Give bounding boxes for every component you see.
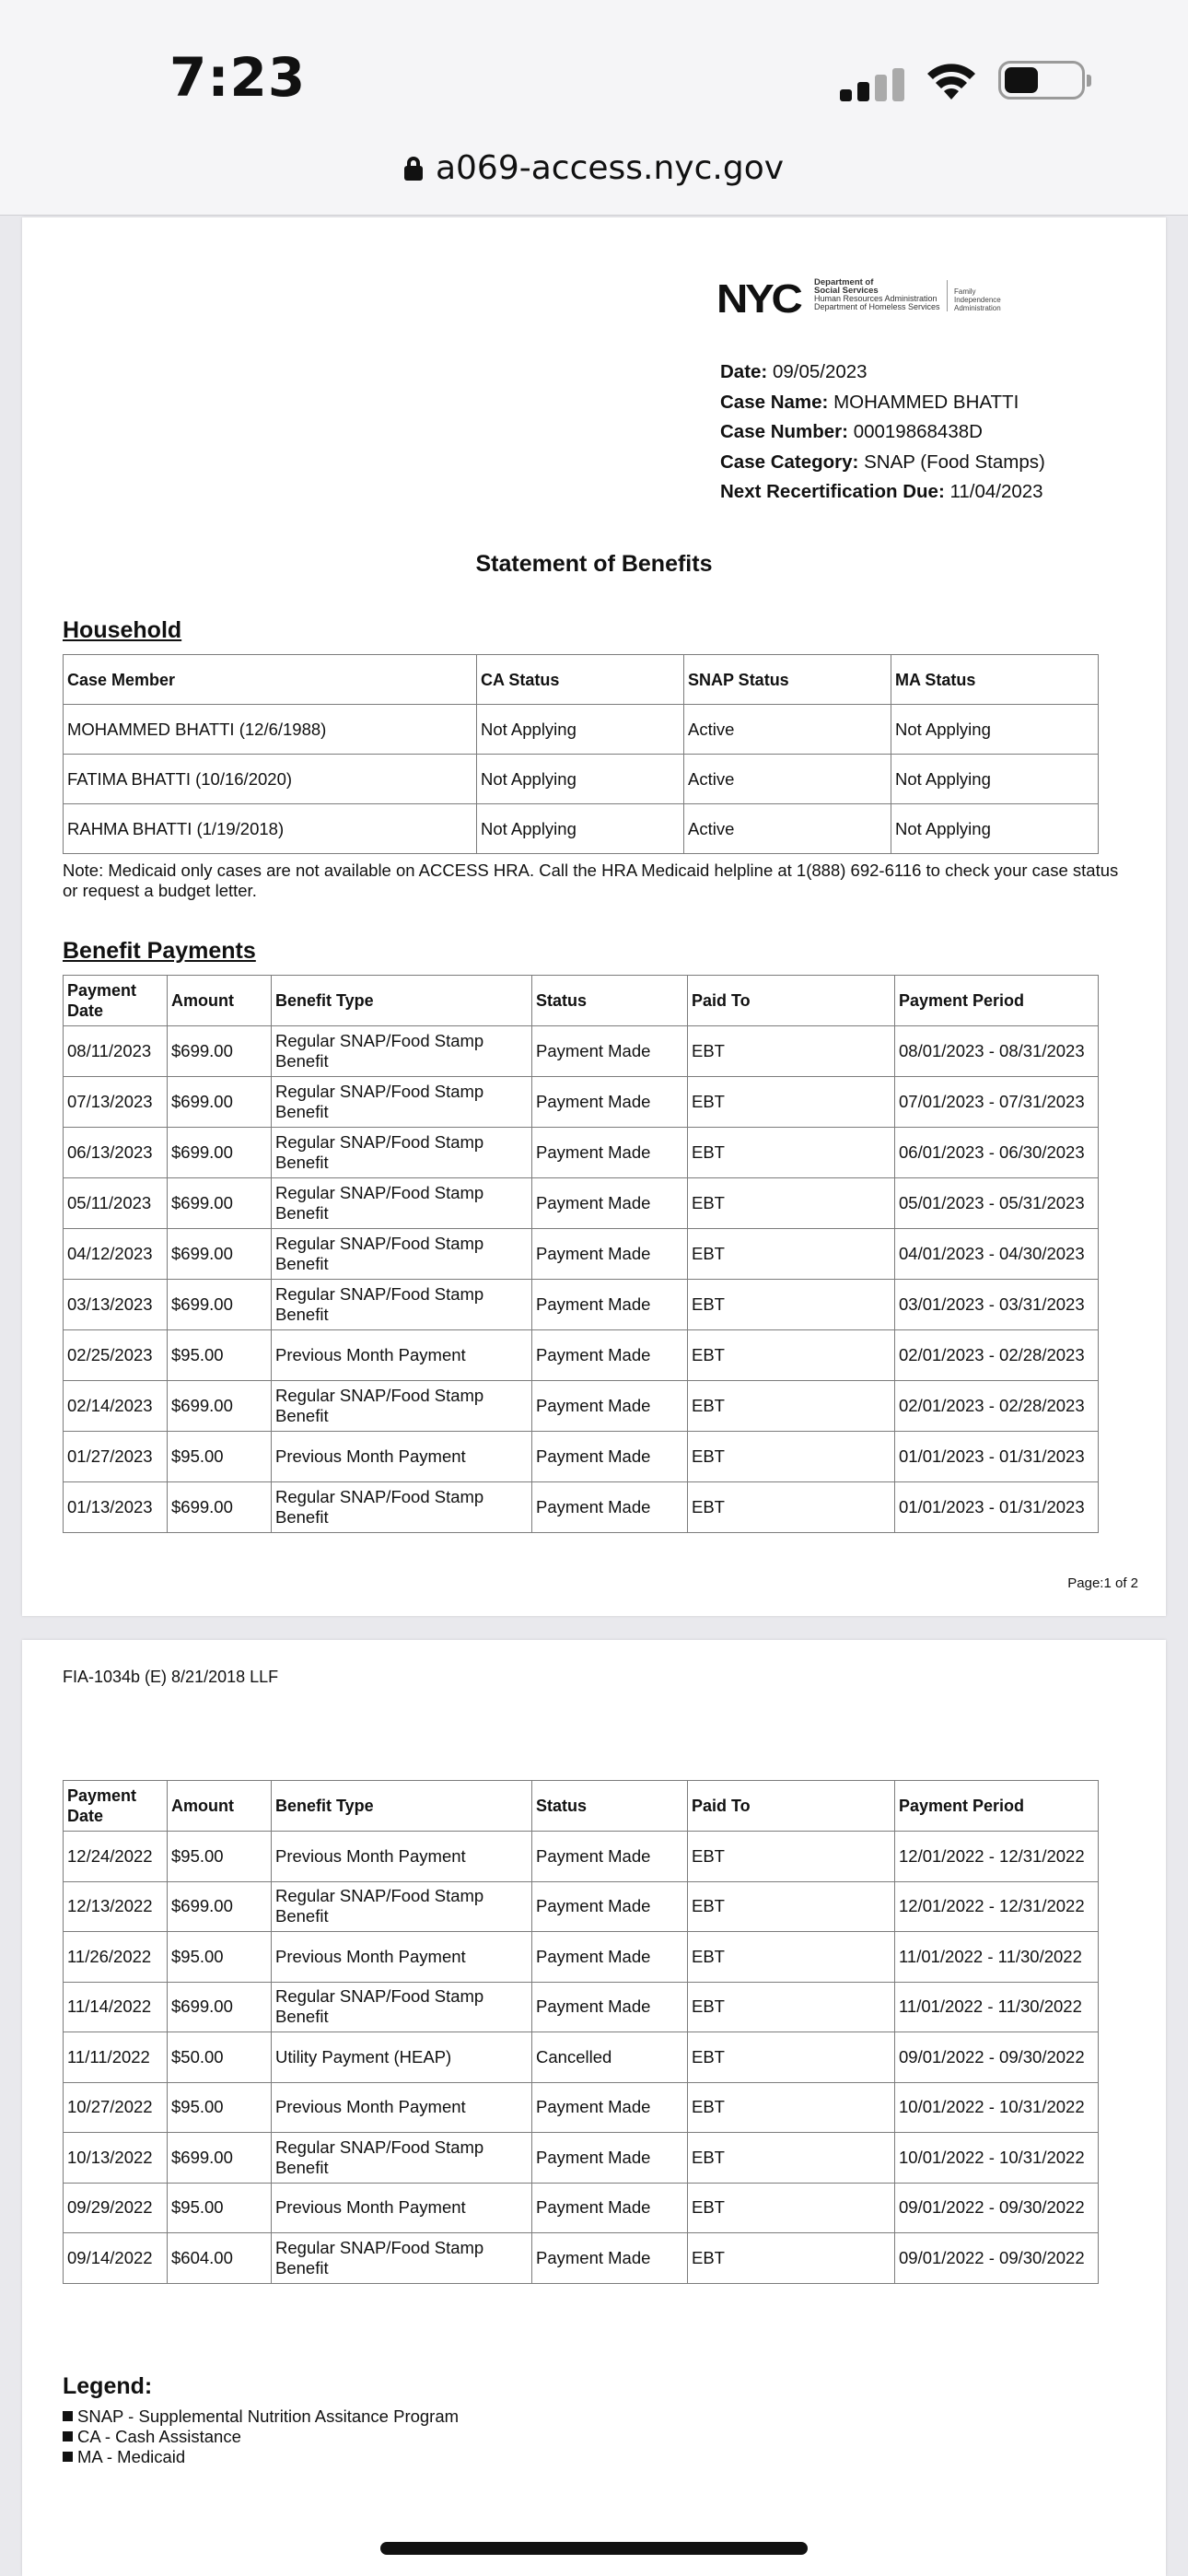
- table-row: [64, 1280, 1099, 1330]
- logo-fia-text: Family Independence Administration: [954, 287, 1001, 312]
- table-cell: EBT: [688, 1077, 895, 1128]
- table-cell: 01/27/2023: [64, 1432, 168, 1482]
- lock-icon: [404, 157, 423, 181]
- table-cell: Utility Payment (HEAP): [272, 2032, 532, 2083]
- table-row: [64, 1077, 1099, 1128]
- table-cell: $699.00: [168, 1881, 272, 1932]
- table-cell: EBT: [688, 1330, 895, 1381]
- table-cell: MOHAMMED BHATTI (12/6/1988): [64, 705, 477, 755]
- table-cell: 10/01/2022 - 10/31/2022: [895, 2082, 1099, 2133]
- table-cell: $95.00: [168, 1330, 272, 1381]
- nyc-wordmark: NYC: [716, 276, 800, 322]
- table-cell: 12/13/2022: [64, 1881, 168, 1932]
- table-cell: 12/24/2022: [64, 1832, 168, 1882]
- table-row: [64, 755, 1099, 804]
- table-cell: Regular SNAP/Food Stamp Benefit: [272, 1482, 532, 1533]
- table-cell: Payment Made: [532, 1077, 688, 1128]
- table-cell: EBT: [688, 1432, 895, 1482]
- page-number: Page:1 of 2: [1067, 1575, 1138, 1591]
- table-cell: Active: [684, 755, 891, 804]
- table-cell: $699.00: [168, 2133, 272, 2184]
- table-cell: EBT: [688, 2183, 895, 2233]
- table-cell: 07/13/2023: [64, 1077, 168, 1128]
- table-row: [64, 2082, 1099, 2133]
- table-cell: Not Applying: [891, 705, 1099, 755]
- table-row: [64, 1482, 1099, 1533]
- column-header: Case Member: [64, 655, 477, 705]
- table-cell: Payment Made: [532, 1330, 688, 1381]
- table-cell: Payment Made: [532, 1881, 688, 1932]
- table-cell: 10/01/2022 - 10/31/2022: [895, 2133, 1099, 2184]
- column-header: Benefit Type: [272, 976, 532, 1026]
- table-row: [64, 1881, 1099, 1932]
- table-row: [64, 2183, 1099, 2233]
- wifi-icon: [925, 59, 978, 101]
- status-time: 7:23: [169, 46, 307, 109]
- column-header: Status: [532, 976, 688, 1026]
- case-date: Date: 09/05/2023: [720, 361, 868, 382]
- table-cell: 12/01/2022 - 12/31/2022: [895, 1832, 1099, 1882]
- cellular-signal-icon: [840, 68, 906, 101]
- table-cell: Previous Month Payment: [272, 2082, 532, 2133]
- table-cell: $699.00: [168, 1178, 272, 1229]
- table-cell: Regular SNAP/Food Stamp Benefit: [272, 1178, 532, 1229]
- table-cell: 11/01/2022 - 11/30/2022: [895, 1932, 1099, 1983]
- table-cell: $699.00: [168, 1280, 272, 1330]
- table-cell: Regular SNAP/Food Stamp Benefit: [272, 1982, 532, 2032]
- browser-chrome: [0, 0, 1188, 216]
- table-cell: Previous Month Payment: [272, 1330, 532, 1381]
- table-cell: 11/14/2022: [64, 1982, 168, 2032]
- table-cell: $50.00: [168, 2032, 272, 2083]
- table-cell: Payment Made: [532, 1280, 688, 1330]
- table-row: [64, 1128, 1099, 1178]
- table-cell: EBT: [688, 2233, 895, 2284]
- table-cell: Not Applying: [477, 705, 684, 755]
- column-header: Benefit Type: [272, 1781, 532, 1832]
- table-cell: Payment Made: [532, 1832, 688, 1882]
- table-cell: Payment Made: [532, 2233, 688, 2284]
- table-cell: EBT: [688, 1381, 895, 1432]
- table-cell: Payment Made: [532, 1932, 688, 1983]
- table-cell: Regular SNAP/Food Stamp Benefit: [272, 1026, 532, 1077]
- table-cell: $95.00: [168, 2082, 272, 2133]
- table-cell: Not Applying: [891, 804, 1099, 854]
- table-row: [64, 1330, 1099, 1381]
- column-header: SNAP Status: [684, 655, 891, 705]
- table-cell: $95.00: [168, 2183, 272, 2233]
- address-bar[interactable]: [0, 149, 1188, 187]
- table-cell: Payment Made: [532, 2183, 688, 2233]
- table-cell: $699.00: [168, 1128, 272, 1178]
- nyc-dss-logo: [716, 275, 1020, 322]
- recertification-due: Next Recertification Due: 11/04/2023: [720, 481, 1043, 502]
- table-row: [64, 705, 1099, 755]
- table-cell: 11/26/2022: [64, 1932, 168, 1983]
- table-cell: 05/01/2023 - 05/31/2023: [895, 1178, 1099, 1229]
- table-row: [64, 1381, 1099, 1432]
- benefit-payments-heading: Benefit Payments: [63, 938, 256, 964]
- table-cell: 10/27/2022: [64, 2082, 168, 2133]
- table-cell: Previous Month Payment: [272, 1832, 532, 1882]
- column-header: Paid To: [688, 1781, 895, 1832]
- document-page-1: [22, 217, 1166, 1616]
- case-category: Case Category: SNAP (Food Stamps): [720, 451, 1045, 473]
- table-cell: Regular SNAP/Food Stamp Benefit: [272, 1881, 532, 1932]
- table-cell: 02/01/2023 - 02/28/2023: [895, 1330, 1099, 1381]
- legend-item: CA - Cash Assistance: [63, 2427, 459, 2447]
- table-cell: Regular SNAP/Food Stamp Benefit: [272, 1128, 532, 1178]
- table-cell: Regular SNAP/Food Stamp Benefit: [272, 1077, 532, 1128]
- table-cell: Not Applying: [891, 755, 1099, 804]
- url-text: a069-access.nyc.gov: [435, 149, 785, 187]
- table-cell: 04/12/2023: [64, 1229, 168, 1280]
- table-cell: Active: [684, 705, 891, 755]
- case-number: Case Number: 00019868438D: [720, 421, 983, 442]
- table-cell: 12/01/2022 - 12/31/2022: [895, 1881, 1099, 1932]
- table-cell: 11/01/2022 - 11/30/2022: [895, 1982, 1099, 2032]
- table-cell: 01/13/2023: [64, 1482, 168, 1533]
- table-cell: Payment Made: [532, 1026, 688, 1077]
- table-cell: 09/01/2022 - 09/30/2022: [895, 2233, 1099, 2284]
- legend-list: [63, 2406, 459, 2467]
- table-cell: 11/11/2022: [64, 2032, 168, 2083]
- household-table: [63, 654, 1099, 854]
- benefit-payments-table: [63, 975, 1099, 1533]
- table-cell: 03/13/2023: [64, 1280, 168, 1330]
- table-cell: Regular SNAP/Food Stamp Benefit: [272, 1381, 532, 1432]
- column-header: Status: [532, 1781, 688, 1832]
- table-cell: $699.00: [168, 1482, 272, 1533]
- column-header: Amount: [168, 976, 272, 1026]
- table-cell: Previous Month Payment: [272, 1432, 532, 1482]
- table-cell: Regular SNAP/Food Stamp Benefit: [272, 1280, 532, 1330]
- table-cell: 02/14/2023: [64, 1381, 168, 1432]
- table-row: [64, 2133, 1099, 2184]
- legend-item: SNAP - Supplemental Nutrition Assitance Program: [63, 2406, 459, 2427]
- table-cell: Not Applying: [477, 755, 684, 804]
- table-row: [64, 2233, 1099, 2284]
- table-row: [64, 1178, 1099, 1229]
- table-row: [64, 1832, 1099, 1882]
- table-cell: 02/01/2023 - 02/28/2023: [895, 1381, 1099, 1432]
- table-cell: EBT: [688, 1178, 895, 1229]
- table-cell: 04/01/2023 - 04/30/2023: [895, 1229, 1099, 1280]
- table-cell: RAHMA BHATTI (1/19/2018): [64, 804, 477, 854]
- table-cell: $699.00: [168, 1229, 272, 1280]
- case-name: Case Name: MOHAMMED BHATTI: [720, 391, 1019, 413]
- column-header: Payment Date: [64, 1781, 168, 1832]
- column-header: CA Status: [477, 655, 684, 705]
- table-cell: 08/01/2023 - 08/31/2023: [895, 1026, 1099, 1077]
- table-cell: $95.00: [168, 1832, 272, 1882]
- table-cell: EBT: [688, 1832, 895, 1882]
- table-cell: 09/29/2022: [64, 2183, 168, 2233]
- table-cell: EBT: [688, 1982, 895, 2032]
- column-header: Payment Period: [895, 1781, 1099, 1832]
- table-cell: Payment Made: [532, 1381, 688, 1432]
- table-cell: Regular SNAP/Food Stamp Benefit: [272, 2233, 532, 2284]
- table-cell: EBT: [688, 1482, 895, 1533]
- table-cell: FATIMA BHATTI (10/16/2020): [64, 755, 477, 804]
- table-cell: Cancelled: [532, 2032, 688, 2083]
- table-cell: 03/01/2023 - 03/31/2023: [895, 1280, 1099, 1330]
- table-cell: $699.00: [168, 1026, 272, 1077]
- table-cell: Active: [684, 804, 891, 854]
- table-cell: Payment Made: [532, 2082, 688, 2133]
- table-cell: EBT: [688, 1229, 895, 1280]
- table-cell: Payment Made: [532, 1128, 688, 1178]
- table-cell: EBT: [688, 2082, 895, 2133]
- table-cell: 02/25/2023: [64, 1330, 168, 1381]
- table-cell: $95.00: [168, 1932, 272, 1983]
- table-cell: Payment Made: [532, 1982, 688, 2032]
- table-cell: Payment Made: [532, 1432, 688, 1482]
- table-row: [64, 1026, 1099, 1077]
- table-cell: $95.00: [168, 1432, 272, 1482]
- table-cell: Not Applying: [477, 804, 684, 854]
- table-cell: $604.00: [168, 2233, 272, 2284]
- medicaid-note: Note: Medicaid only cases are not available on ACCESS HRA. Call the HRA Medicaid helpline at 1(888) 692-6116 to check your case status or request a budget letter.: [63, 861, 1119, 900]
- table-cell: Payment Made: [532, 1178, 688, 1229]
- benefit-payments-table-continued: [63, 1780, 1099, 2284]
- table-cell: 06/13/2023: [64, 1128, 168, 1178]
- household-heading: Household: [63, 617, 182, 643]
- legend-title: Legend:: [63, 2373, 153, 2399]
- table-cell: 07/01/2023 - 07/31/2023: [895, 1077, 1099, 1128]
- table-cell: Payment Made: [532, 1482, 688, 1533]
- column-header: Payment Date: [64, 976, 168, 1026]
- table-cell: Payment Made: [532, 1229, 688, 1280]
- table-cell: EBT: [688, 1026, 895, 1077]
- table-cell: 01/01/2023 - 01/31/2023: [895, 1482, 1099, 1533]
- table-cell: EBT: [688, 2032, 895, 2083]
- column-header: Amount: [168, 1781, 272, 1832]
- table-row: [64, 1432, 1099, 1482]
- battery-icon: [998, 61, 1085, 100]
- table-row: [64, 1932, 1099, 1983]
- table-row: [64, 2032, 1099, 2083]
- table-cell: 06/01/2023 - 06/30/2023: [895, 1128, 1099, 1178]
- table-cell: $699.00: [168, 1077, 272, 1128]
- column-header: Paid To: [688, 976, 895, 1026]
- table-row: [64, 1229, 1099, 1280]
- table-cell: 09/01/2022 - 09/30/2022: [895, 2183, 1099, 2233]
- logo-department-text: Department of Social Services Human Resources Administration Department of Homeless Services: [814, 277, 940, 311]
- table-cell: EBT: [688, 1128, 895, 1178]
- column-header: Payment Period: [895, 976, 1099, 1026]
- legend-item: MA - Medicaid: [63, 2447, 459, 2467]
- table-cell: Regular SNAP/Food Stamp Benefit: [272, 2133, 532, 2184]
- form-number: FIA-1034b (E) 8/21/2018 LLF: [63, 1668, 279, 1686]
- table-cell: Payment Made: [532, 2133, 688, 2184]
- table-cell: EBT: [688, 1280, 895, 1330]
- table-row: [64, 804, 1099, 854]
- table-cell: 05/11/2023: [64, 1178, 168, 1229]
- document-title: Statement of Benefits: [475, 551, 713, 577]
- table-cell: EBT: [688, 1932, 895, 1983]
- table-cell: Previous Month Payment: [272, 2183, 532, 2233]
- table-cell: 09/14/2022: [64, 2233, 168, 2284]
- table-cell: EBT: [688, 2133, 895, 2184]
- home-indicator[interactable]: [380, 2542, 808, 2555]
- table-cell: $699.00: [168, 1381, 272, 1432]
- table-cell: 01/01/2023 - 01/31/2023: [895, 1432, 1099, 1482]
- table-cell: 09/01/2022 - 09/30/2022: [895, 2032, 1099, 2083]
- column-header: MA Status: [891, 655, 1099, 705]
- table-cell: Previous Month Payment: [272, 1932, 532, 1983]
- document-page-2: [22, 1640, 1166, 2576]
- table-cell: Regular SNAP/Food Stamp Benefit: [272, 1229, 532, 1280]
- table-row: [64, 1982, 1099, 2032]
- case-info: [720, 357, 1045, 508]
- table-cell: EBT: [688, 1881, 895, 1932]
- table-cell: 10/13/2022: [64, 2133, 168, 2184]
- table-cell: $699.00: [168, 1982, 272, 2032]
- table-cell: 08/11/2023: [64, 1026, 168, 1077]
